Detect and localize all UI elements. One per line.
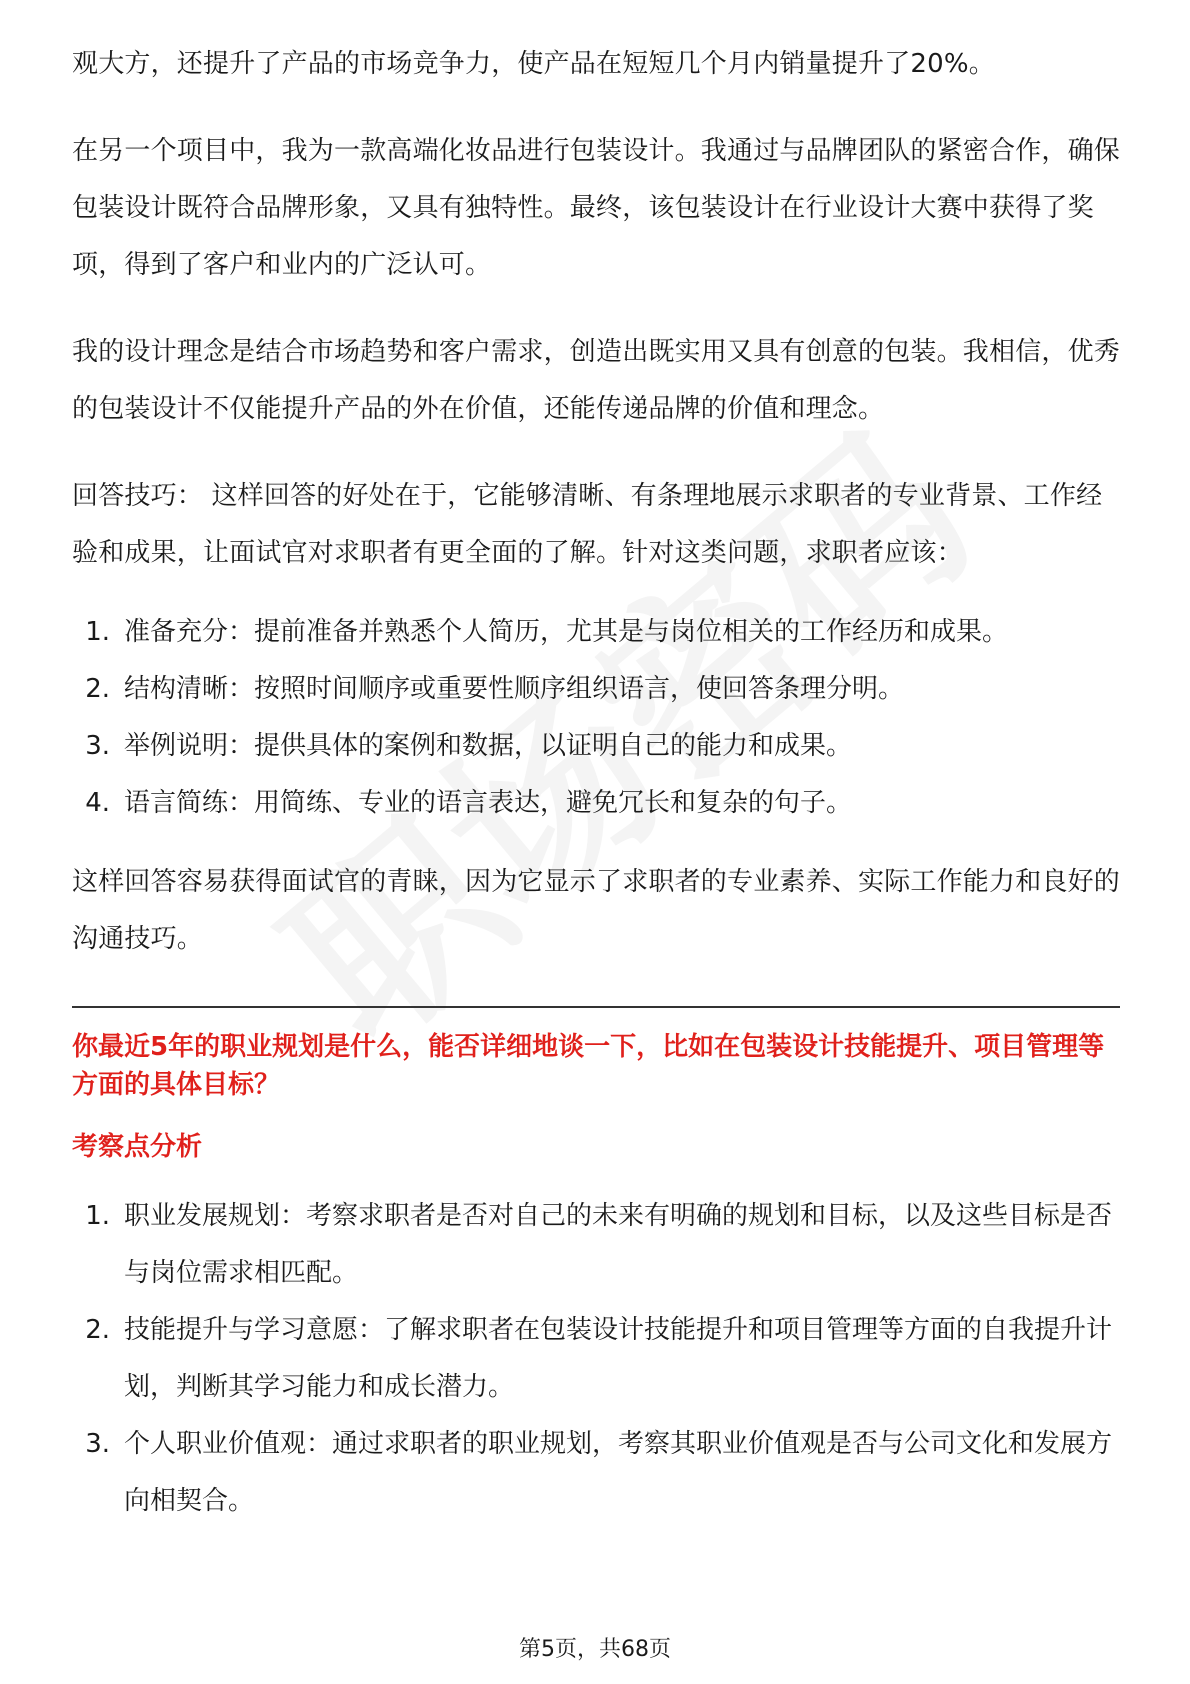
- list-text: 技能提升与学习意愿：了解求职者在包装设计技能提升和项目管理等方面的自我提升计划，判断其学习能力和成长潜力。: [124, 1315, 1113, 1402]
- question-title: 你最近5年的职业规划是什么，能否详细地谈一下，比如在包装设计技能提升、项目管理等方面的具体目标？: [72, 1032, 1105, 1100]
- paragraph-1: 观大方，还提升了产品的市场竞争力，使产品在短短几个月内销量提升了20%。: [72, 49, 995, 79]
- paragraph-2: 在另一个项目中，我为一款高端化妆品进行包装设计。我通过与品牌团队的紧密合作，确保包装设计既符合品牌形象，又具有独特性。最终，该包装设计在行业设计大赛中获得了奖项，得到了客户和业内的广泛认可。: [72, 136, 1121, 280]
- analysis-points-list: [72, 1188, 1120, 1530]
- list-text: 结构清晰：按照时间顺序或重要性顺序组织语言，使回答条理分明。: [124, 674, 905, 704]
- list-item: [72, 661, 1120, 718]
- tips-list: [72, 604, 1120, 832]
- list-text: 准备充分：提前准备并熟悉个人简历，尤其是与岗位相关的工作经历和成果。: [124, 617, 1009, 647]
- list-number: 1.: [85, 1201, 110, 1231]
- list-item: [72, 1302, 1120, 1416]
- page-footer: 第5页，共68页: [519, 1637, 671, 1662]
- list-number: 3.: [85, 1429, 110, 1459]
- list-item: [72, 604, 1120, 661]
- list-text: 职业发展规划：考察求职者是否对自己的未来有明确的规划和目标，以及这些目标是否与岗位需求相匹配。: [124, 1201, 1113, 1288]
- section-divider: [72, 1006, 1120, 1008]
- list-number: 2.: [85, 674, 110, 704]
- closing-paragraph: 这样回答容易获得面试官的青睐，因为它显示了求职者的专业素养、实际工作能力和良好的沟通技巧。: [72, 867, 1121, 954]
- list-item: [72, 1416, 1120, 1530]
- list-text: 语言简练：用简练、专业的语言表达，避免冗长和复杂的句子。: [124, 788, 853, 818]
- list-number: 3.: [85, 731, 110, 761]
- list-text: 举例说明：提供具体的案例和数据，以证明自己的能力和成果。: [124, 731, 853, 761]
- list-number: 1.: [85, 617, 110, 647]
- list-text: 个人职业价值观：通过求职者的职业规划，考察其职业价值观是否与公司文化和发展方向相契合。: [124, 1429, 1113, 1516]
- list-item: [72, 775, 1120, 832]
- list-number: 2.: [85, 1315, 110, 1345]
- paragraph-3: 我的设计理念是结合市场趋势和客户需求，创造出既实用又具有创意的包装。我相信，优秀的包装设计不仅能提升产品的外在价值，还能传递品牌的价值和理念。: [72, 337, 1121, 424]
- list-item: [72, 718, 1120, 775]
- answer-tips-paragraph: 回答技巧： 这样回答的好处在于，它能够清晰、有条理地展示求职者的专业背景、工作经验和成果，让面试官对求职者有更全面的了解。针对这类问题，求职者应该：: [72, 481, 1103, 568]
- analysis-heading: 考察点分析: [72, 1132, 203, 1162]
- document-page: [72, 36, 1120, 1530]
- list-number: 4.: [85, 788, 110, 818]
- list-item: [72, 1188, 1120, 1302]
